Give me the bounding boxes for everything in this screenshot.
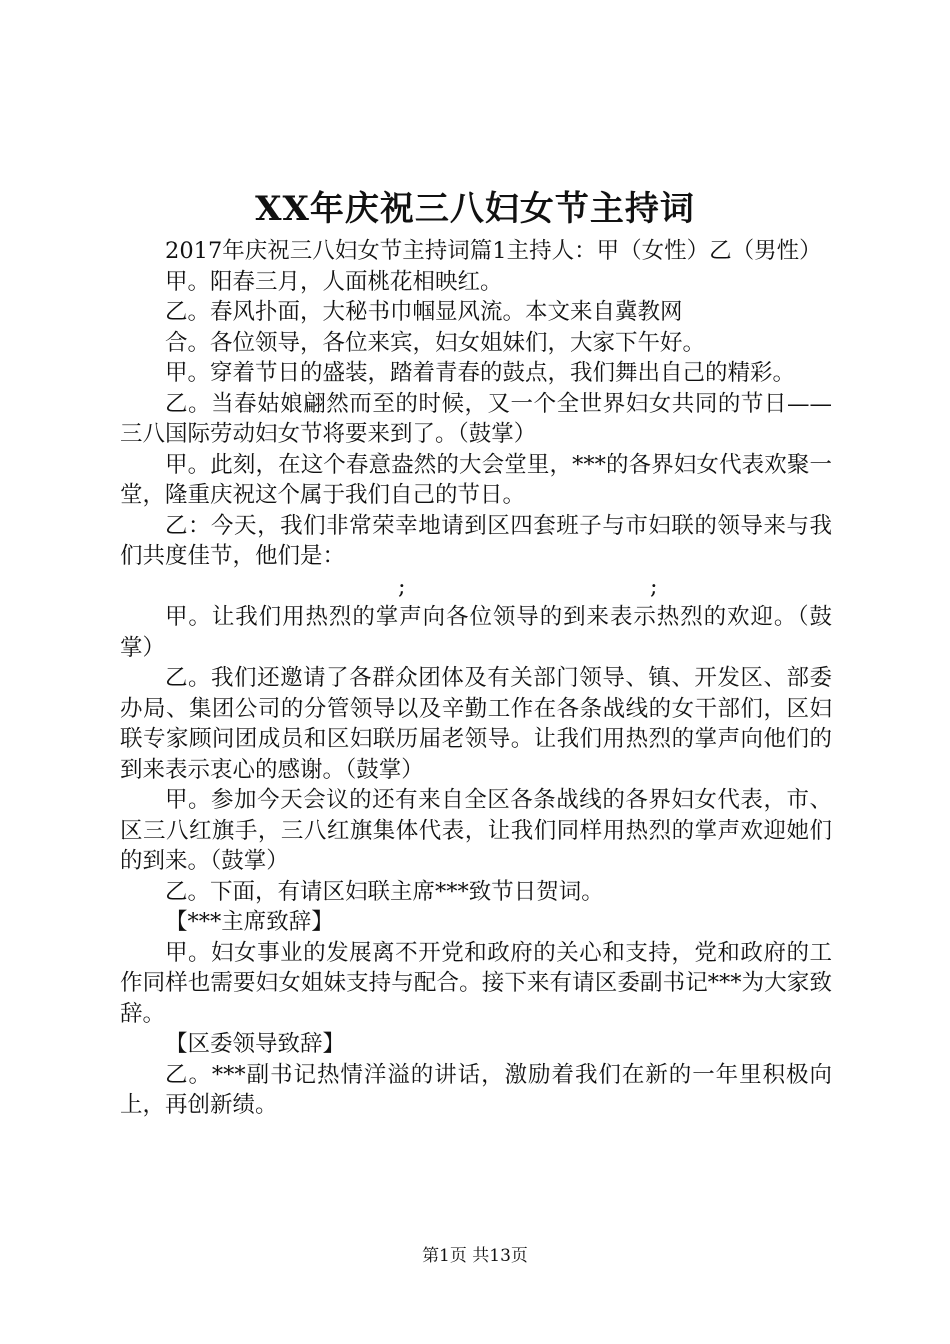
paragraph-12: 乙。下面，有请区妇联主席***致节日贺词。 — [165, 878, 604, 905]
paragraph-4: 合。各位领导，各位来宾，妇女姐妹们，大家下午好。 — [165, 329, 706, 356]
document-body — [120, 236, 832, 1121]
paragraph-1: 2017年庆祝三八妇女节主持词篇1主持人：甲（女性）乙（男性） — [165, 238, 822, 264]
paragraph-13: 甲。妇女事业的发展离不开党和政府的关心和支持，党和政府的工作同样也需要妇女姐妹支持与配合。接下来有请区委副书记***为大家致辞。 — [120, 939, 832, 1027]
paragraph-7: 甲。此刻，在这个春意盎然的大会堂里，***的各界妇女代表欢聚一堂，隆重庆祝这个属于我们自己的节日。 — [120, 451, 832, 508]
paragraph-5: 甲。穿着节日的盛装，踏着青春的鼓点，我们舞出自己的精彩。 — [165, 360, 796, 386]
paragraph-9: 甲。让我们用热烈的掌声向各位领导的到来表示热烈的欢迎。（鼓掌） — [120, 604, 832, 661]
leader-list-blank-line — [120, 572, 832, 603]
semicolon-2: ; — [650, 573, 658, 600]
paragraph-6: 乙。当春姑娘翩然而至的时候，又一个全世界妇女共同的节日——三八国际劳动妇女节将要来到了。（鼓掌） — [120, 390, 832, 447]
paragraph-3: 乙。春风扑面，大秘书巾帼显风流。本文来自冀教网 — [165, 299, 683, 325]
paragraph-10: 乙。我们还邀请了各群众团体及有关部门领导、镇、开发区、部委办局、集团公司的分管领导以及辛勤工作在各条战线的女干部们，区妇联专家顾问团成员和区妇联历届老领导。让我们用热烈的掌声向他们的到来表示衷心的感谢。（鼓掌） — [120, 665, 832, 783]
section-heading-leader-speech: 【区委领导致辞】 — [165, 1031, 346, 1057]
paragraph-8: 乙：今天，我们非常荣幸地请到区四套班子与市妇联的领导来与我们共度佳节，他们是： — [120, 512, 832, 569]
paragraph-14: 乙。***副书记热情洋溢的讲话，激励着我们在新的一年里积极向上，再创新绩。 — [120, 1061, 832, 1118]
section-heading-chair-speech: 【***主席致辞】 — [165, 909, 334, 935]
semicolon-1: ; — [398, 573, 406, 600]
page-footer: 第1页 共13页 — [422, 1246, 528, 1266]
paragraph-11: 甲。参加今天会议的还有来自全区各条战线的各界妇女代表，市、区三八红旗手，三八红旗集体代表，让我们同样用热烈的掌声欢迎她们的到来。（鼓掌） — [120, 787, 832, 874]
paragraph-2: 甲。阳春三月，人面桃花相映红。 — [165, 268, 503, 295]
document-title: XX年庆祝三八妇女节主持词 — [255, 189, 695, 229]
